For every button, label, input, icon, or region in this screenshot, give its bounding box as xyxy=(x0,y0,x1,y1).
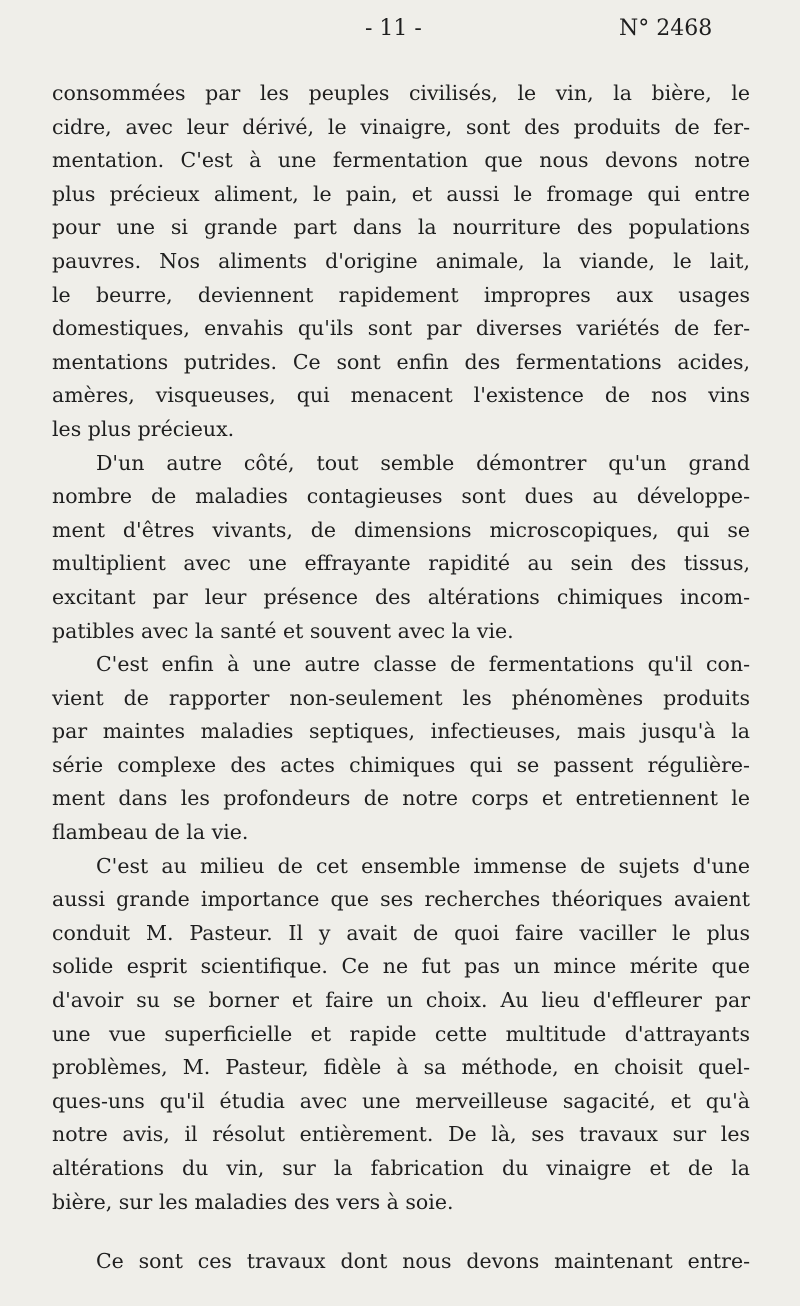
paragraph xyxy=(52,850,750,1220)
body-text xyxy=(52,77,750,1279)
text-line: bière, sur les maladies des vers à soie. xyxy=(52,1189,454,1214)
text-line: ment d'êtres vivants, de dimensions microscopiques, qui se xyxy=(52,517,750,542)
text-line: aussi grande importance que ses recherches théoriques avaient xyxy=(52,887,750,912)
paragraph xyxy=(52,648,750,850)
text-line: mentation. C'est à une fermentation que nous devons notre xyxy=(52,148,750,173)
text-line: Ce sont ces travaux dont nous devons maintenant entre- xyxy=(96,1249,750,1274)
text-line: altérations du vin, sur la fabrication du vinaigre et de la xyxy=(52,1156,750,1180)
paragraph xyxy=(52,1245,750,1279)
text-line: excitant par leur présence des altérations chimiques incom- xyxy=(52,584,750,609)
text-line: amères, visqueuses, qui menacent l'existence de nos vins xyxy=(52,383,750,408)
page-number: - 11 - xyxy=(365,16,422,41)
text-line: une vue superficielle et rapide cette multitude d'attrayants xyxy=(52,1021,750,1046)
text-line: série complexe des actes chimiques qui se passent régulière- xyxy=(52,752,750,777)
text-line: patibles avec la santé et souvent avec la vie. xyxy=(52,618,514,643)
text-line: C'est au milieu de cet ensemble immense de sujets d'une xyxy=(96,853,750,878)
text-line: D'un autre côté, tout semble démontrer qu'un grand xyxy=(96,450,750,475)
text-line: le beurre, deviennent rapidement impropres aux usages xyxy=(52,282,750,307)
text-line: multiplient avec une effrayante rapidité au sein des tissus, xyxy=(52,551,750,576)
paragraph xyxy=(52,77,750,447)
paragraph xyxy=(52,447,750,649)
text-line: C'est enfin à une autre classe de fermentations qu'il con- xyxy=(96,652,750,677)
text-line: ment dans les profondeurs de notre corps et entretiennent le xyxy=(52,786,750,811)
text-line: nombre de maladies contagieuses sont dues au développe- xyxy=(52,484,750,509)
document-number: N° 2468 xyxy=(619,16,713,41)
text-line: les plus précieux. xyxy=(52,416,235,441)
text-line: conduit M. Pasteur. Il y avait de quoi faire vaciller le plus xyxy=(52,920,750,945)
text-line: consommées par les peuples civilisés, le vin, la bière, le xyxy=(52,81,750,105)
text-line: problèmes, M. Pasteur, fidèle à sa méthode, en choisit quel- xyxy=(52,1055,750,1080)
text-line: plus précieux aliment, le pain, et aussi le fromage qui entre xyxy=(52,181,750,206)
text-line: par maintes maladies septiques, infectieuses, mais jusqu'à la xyxy=(52,719,750,744)
text-line: vient de rapporter non-seulement les phénomènes produits xyxy=(52,685,750,710)
page-header xyxy=(0,10,800,50)
text-line: flambeau de la vie. xyxy=(52,820,249,845)
text-line: ques-uns qu'il étudia avec une merveilleuse sagacité, et qu'à xyxy=(52,1088,750,1113)
text-line: pour une si grande part dans la nourriture des populations xyxy=(52,215,750,240)
text-line: solide esprit scientifique. Ce ne fut pas un mince mérite que xyxy=(52,954,750,979)
text-line: pauvres. Nos aliments d'origine animale, la viande, le lait, xyxy=(52,248,750,273)
text-line: cidre, avec leur dérivé, le vinaigre, sont des produits de fer- xyxy=(52,114,750,139)
text-line: notre avis, il résolut entièrement. De là, ses travaux sur les xyxy=(52,1122,750,1147)
text-line: d'avoir su se borner et faire un choix. Au lieu d'effleurer par xyxy=(52,988,750,1013)
paragraph-spacer xyxy=(52,1219,750,1245)
text-line: domestiques, envahis qu'ils sont par diverses variétés de fer- xyxy=(52,316,750,341)
text-line: mentations putrides. Ce sont enfin des fermentations acides, xyxy=(52,349,750,374)
